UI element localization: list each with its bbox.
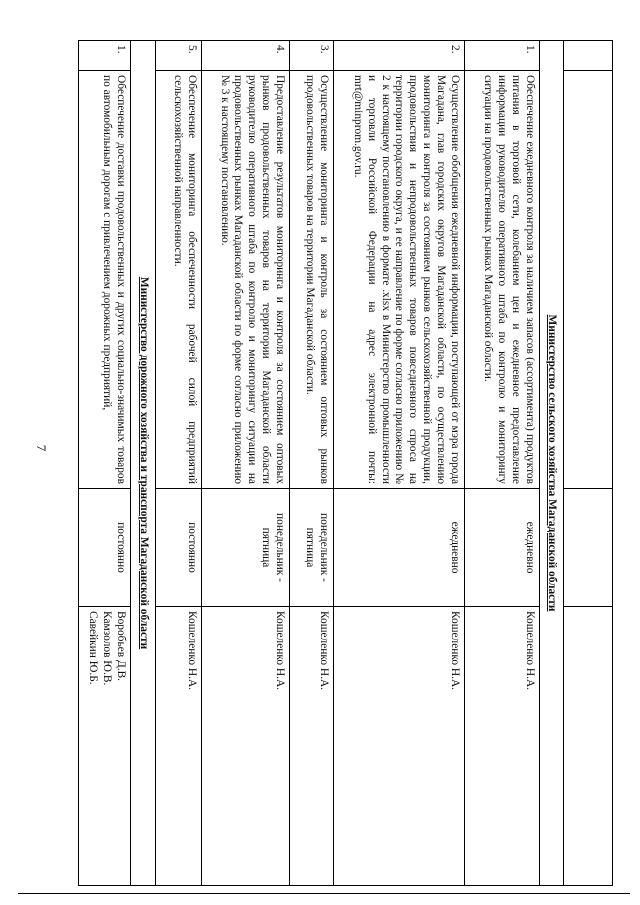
- row-number: 1.: [79, 41, 131, 71]
- row-frequency: понедельник - пятница: [202, 489, 290, 607]
- row-number: 3.: [290, 41, 333, 71]
- footer-rule: [18, 893, 630, 894]
- header-cell: [564, 607, 613, 886]
- header-cell: [564, 71, 613, 489]
- row-number: 5.: [155, 41, 202, 71]
- document-page-rotated: [78, 40, 613, 885]
- row-frequency: ежедневно: [465, 489, 540, 607]
- row-responsible: [79, 607, 131, 886]
- row-responsible: Кошеленко Н.А.: [290, 607, 333, 886]
- header-cell: [564, 489, 613, 607]
- responsible-person: Камзолов Ю.В.: [100, 611, 113, 686]
- measures-table: [78, 40, 613, 886]
- row-frequency: постоянно: [79, 489, 131, 607]
- section-title: Министерство дорожного хозяйства и транспорта Магаданской области: [130, 41, 155, 886]
- row-description: Обеспечение доставки продовольственных и других социально-значимых товаров по автомобильным дорогам с привлечением дорожных предприятий,: [79, 71, 131, 489]
- row-description: Предоставление результатов мониторинга и контроля за состоянием оптовых рынков продовольственных товаров на территории Магаданской области руководителю оперативного штаба по контролю и мониторингу ситуации на продовольственных рынках Магаданской области по форме согласно приложению № 3 к настоящему постановлению.: [202, 71, 290, 489]
- row-description: Обеспечение ежедневного контроля за наличием запасов (ассортимента) продуктов питания в торговой сети, колебанием цен и ежедневное предоставление информации руководителю оперативного штаба по контролю и мониторингу ситуации на продовольственных рынках Магаданской области.: [465, 71, 540, 489]
- row-number: 4.: [202, 41, 290, 71]
- section-title: Министерство сельского хозяйства Магаданской области: [539, 41, 564, 886]
- row-description: Осуществление мониторинга и контроль за состоянием оптовых рынков продовольственных товаров на территории Магаданской области.: [290, 71, 333, 489]
- table-row: [202, 41, 290, 886]
- header-cell: [564, 41, 613, 71]
- row-responsible: Кошеленко Н.А.: [202, 607, 290, 886]
- row-responsible: Кошеленко Н.А.: [155, 607, 202, 886]
- table-header-row: [564, 41, 613, 886]
- row-description: Обеспечение мониторинга обеспеченности рабочей силой предприятий сельскохозяйственной направленности.: [155, 71, 202, 489]
- responsible-person: Воробьев Д.В.: [114, 611, 127, 682]
- page-number: 7: [34, 444, 49, 452]
- table-row: [333, 41, 464, 886]
- section-heading-row: [130, 41, 155, 886]
- table-row: [79, 41, 131, 886]
- section-heading-row: [539, 41, 564, 886]
- row-number: 1.: [465, 41, 540, 71]
- row-frequency: постоянно: [155, 489, 202, 607]
- table-row: [465, 41, 540, 886]
- row-responsible: Кошеленко Н.А.: [465, 607, 540, 886]
- row-description: Осуществление обобщения ежедневной информации, поступающей от мэра города Магадана, глав городских округов Магаданской области, по осуществлению мониторинга и контроля за состоянием рынков сельскохозяйственной продукции, продовольствия и непродовольственных товаров повседневного спроса на территории городского округа, и ее направление по форме согласно приложению № 2 к настоящему постановлению в формате .xlsx в Министерство промышленности и торговли Российской Федерации на адрес электронной почты: mrt@minprom.gov.ru.: [333, 71, 464, 489]
- row-responsible: Кошеленко Н.А.: [333, 607, 464, 886]
- responsible-person: Савейкин Ю.Б.: [87, 611, 100, 685]
- row-number: 2.: [333, 41, 464, 71]
- table-row: [290, 41, 333, 886]
- row-frequency: понедельник - пятница: [290, 489, 333, 607]
- row-frequency: ежедневно: [333, 489, 464, 607]
- table-row: [155, 41, 202, 886]
